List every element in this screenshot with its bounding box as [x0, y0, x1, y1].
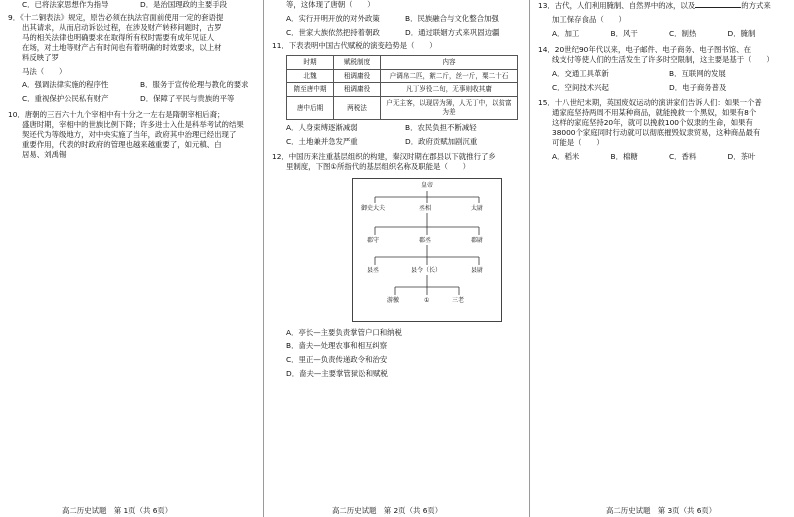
question-text-part: 的方式来 — [741, 1, 771, 10]
question-text — [538, 0, 786, 11]
table-row — [287, 83, 518, 97]
diagram-node: 御史大夫 — [361, 204, 386, 212]
table-header: 内容 — [381, 55, 518, 69]
option-d: D．通过联姻方式来巩固边疆 — [405, 27, 500, 37]
option-a: A．加工 — [552, 28, 580, 38]
option-c: C．空间技术兴起 — [552, 82, 609, 92]
diagram-node: 三老 — [452, 296, 465, 304]
question-10 — [8, 110, 258, 160]
option-d: D．政府贡赋加剧沉重 — [405, 136, 478, 146]
table-cell: 两税法 — [334, 97, 381, 120]
question-text: 马法（ ） — [22, 66, 67, 76]
table-cell: 隋至唐中期 — [287, 83, 334, 97]
tax-table — [286, 55, 518, 120]
option-b: B．民族融合与文化整合加强 — [405, 13, 499, 23]
column-divider — [529, 0, 530, 517]
table-header: 时期 — [287, 55, 334, 69]
diagram-node-blank: ① — [424, 296, 430, 304]
question-text: 居易、刘禹锡 — [22, 149, 67, 159]
table-cell: 唐中后期 — [287, 97, 334, 120]
question-15 — [538, 98, 786, 162]
option-a: A．亭长—主要负责掌管户口和纳税 — [286, 327, 402, 337]
page-footer: 高二历史试题 第 2页（共 6页） — [332, 506, 443, 515]
diagram-node: 太尉 — [471, 204, 484, 212]
option-d: D．电子商务普及 — [669, 82, 727, 92]
option-c: C．香料 — [669, 152, 697, 162]
question-text: 重要作用，代表的时政府的管理也越来越重要了，如元稹、白 — [22, 140, 222, 150]
question-text-part: 13．古代，人们利用腌制、自然界中的冰，以及 — [538, 1, 696, 10]
question-14 — [538, 45, 786, 93]
table-row — [287, 69, 518, 83]
diagram-node: 游徼 — [387, 296, 400, 304]
diagram-node: 郡丞 — [419, 236, 432, 244]
question-text: 契还代为等级地方，对中央实施了当年，政府其中治理已经出现了 — [22, 130, 237, 140]
option-c: C．世家大族依然把持着朝政 — [286, 27, 380, 37]
question-text: 在场，对土地等财产占有时间也有着明确的时效要求，以上材 — [22, 42, 222, 52]
diagram-node-emperor: 皇帝 — [421, 181, 434, 189]
question-text: 12．中国历来注重基层组织的构建，秦汉时期在郡县以下就推行了乡 — [272, 151, 496, 161]
option-d: D．啬夫—主要掌管狱讼和赋税 — [286, 369, 388, 379]
option-b: B．棉糖 — [610, 152, 638, 162]
question-11 — [272, 41, 524, 147]
diagram-node: 县尉 — [471, 266, 484, 274]
option-a: A．稻米 — [552, 152, 580, 162]
question-text: 38000个家庭同时行动就可以彻底摧毁奴隶贸易，这种商品最有 — [552, 128, 761, 138]
option-d: D．保障了平民与贵族的平等 — [140, 94, 235, 104]
diagram-node: 县丞 — [367, 266, 380, 274]
question-text: 加工保存食品（ ） — [552, 14, 626, 24]
question-text: 这样的家庭坚持20年，就可以挽救100个奴隶的生命，如果有 — [552, 118, 753, 128]
column-1 — [8, 0, 258, 160]
option-c: C．已将法家思想作为指导 — [22, 0, 109, 9]
column-2 — [272, 0, 524, 379]
question-text: 料反映了罗 — [22, 52, 59, 62]
option-c: C．里正—负责传递政令和治安 — [286, 355, 388, 365]
option-a: A．实行开明开放的对外政策 — [286, 13, 380, 23]
option-c: C．制热 — [669, 28, 697, 38]
question-text: 里制度，下图①所指代的基层组织名称及职能是（ ） — [286, 161, 471, 171]
option-a: A．强调法律实施的程序性 — [22, 80, 109, 90]
question-13 — [538, 0, 786, 39]
question-text: 马的相关法律也明确要求在取得所有权时需要有成年见证人 — [22, 32, 215, 42]
question-text: 11．下表表明中国古代赋税的演变趋势是（ ） — [272, 40, 437, 50]
question-9 — [8, 13, 258, 104]
option-b: B．啬夫—处理农事和相互纠察 — [286, 341, 388, 351]
table-cell: 户无主客，以现居为簿，人无丁中，以贫富为差 — [381, 97, 518, 120]
answer-blank — [695, 0, 741, 8]
table-cell: 租调庸役 — [334, 83, 381, 97]
question-text: 盛唐时期，宰相中的世族比例下降；许多进士入仕是科举考试的结果 — [22, 120, 244, 130]
option-b: B．互联网的发展 — [669, 68, 726, 78]
question-text: 可能是（ ） — [552, 138, 604, 148]
diagram-node: 郡尉 — [471, 236, 484, 244]
option-c: C．重视保护公民私有财产 — [22, 94, 109, 104]
table-row — [287, 97, 518, 120]
option-c: C．土地兼并急发严重 — [286, 136, 358, 146]
page-footer: 高二历史试题 第 3页（共 6页） — [606, 506, 717, 515]
diagram-node: 郡守 — [367, 236, 380, 244]
question-text: 10．唐朝的三百六十九个宰相中有十分之一左右是隋朝宰相后裔； — [8, 110, 225, 120]
page-footer: 高二历史试题 第 1页（共 6页） — [62, 506, 173, 515]
option-d: D．茶叶 — [727, 152, 756, 162]
question-text: 9．《十二铜表法》规定，原告必须在执法官面前使用一定的套语提 — [8, 12, 224, 22]
table-header: 赋税制度 — [334, 55, 381, 69]
column-3 — [538, 0, 786, 162]
table-cell: 租调庸役 — [334, 69, 381, 83]
column-divider — [263, 0, 264, 517]
option-d: D．腌制 — [727, 28, 756, 38]
option-a: A．交通工具革新 — [552, 68, 609, 78]
table-cell: 户调帛二匹，絮二斤，丝一斤，粟二十石 — [381, 69, 518, 83]
diagram-node: 丞相 — [419, 204, 432, 212]
option-b: B．服务于宣传伦理与教化的要求 — [140, 80, 249, 90]
question-text: 等，这体现了唐朝（ ） — [286, 0, 375, 9]
option-a: A．人身束缚逐渐减弱 — [286, 122, 358, 132]
hierarchy-diagram — [352, 178, 502, 322]
question-text: 通家庭坚持两周不用某种商品，就能挽救一个黑奴，如果有8个 — [552, 108, 757, 118]
diagram-node: 县令（长） — [411, 266, 442, 274]
question-text: 线支付等使人们的生活发生了许多时空限制，这主要是基于（ ） — [552, 54, 774, 64]
question-text: 出其请求，从而启动诉讼过程，在涉及财产转移问题时，古罗 — [22, 22, 222, 32]
question-text: 14．20世纪90年代以来，电子邮件、电子商务、电子图书馆、在 — [538, 44, 751, 54]
question-text: 15．十八世纪末期，英国废奴运动的演讲家们告诉人们：如果一个普 — [538, 98, 762, 108]
option-b: B．风干 — [610, 28, 638, 38]
table-cell: 北魏 — [287, 69, 334, 83]
option-d: D．是治国理政的主要手段 — [140, 0, 227, 9]
question-12 — [272, 152, 524, 380]
table-cell: 凡丁岁役二旬，无事则收其庸 — [381, 83, 518, 97]
option-b: B．农民负担不断减轻 — [405, 122, 477, 132]
